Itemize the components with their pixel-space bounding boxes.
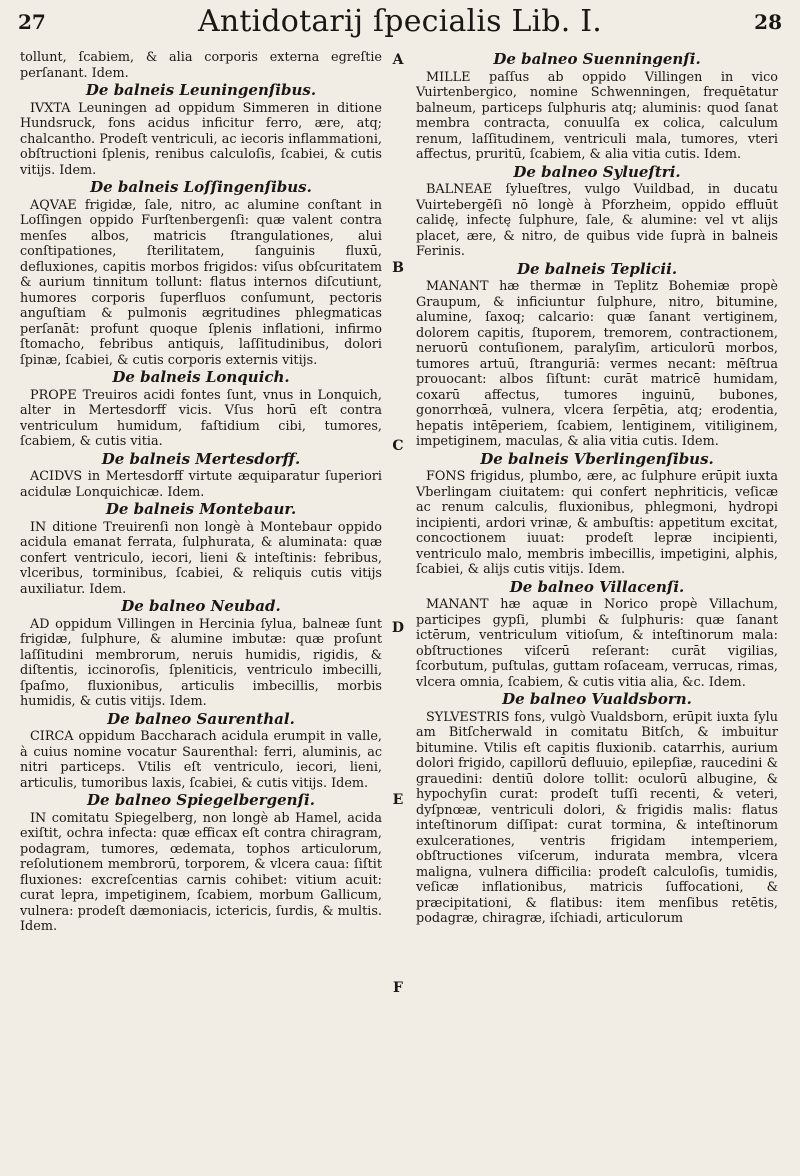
left-column [20,50,382,1170]
section-title: De balneis Mertesdorff. [101,449,301,468]
margin-letter: E [392,792,404,808]
paragraph: CIRCA oppidum Baccharach acidula erumpit in valle, à cuius nomine vocatur Saurenthal: ferri, aluminis, ac nitri particeps. Vtilis eſt ventriculo, iecori, lieni, articulis, tumoribus laxis, ſcabiei, & cutis vitijs. Idem. [20,729,382,791]
page-number-left: 27 [18,10,46,34]
paragraph: IN ditione Treuirenſi non longè à Montebaur oppido acidula emanat ferrata, ſulphurata, & aluminata: quæ confert ventriculo, iecori, lieni & inteſtinis: febribus, vlceribus, torminibus, ſcabiei, & reliquis cutis vitijs auxiliatur. Idem. [20,519,382,597]
section-title: De balneo Neubad. [121,597,281,615]
paragraph: AD oppidum Villingen in Hercinia ſylua, balneæ ſunt frigidæ, ſulphure, & alumine imbutæ: quæ proſunt laſſitudini membrorum, neruis humidis, rigidis, & diſtentis, iccinoroſis, ſpleniticis, ventriculo imbecilli, ſpaſmo, fluxionibus, articulis imbecillis, morbis humidis, & cutis vitijs. Idem. [20,616,382,709]
margin-letter: D [391,620,405,636]
paragraph: AQVAE frigidæ, ſale, nitro, ac alumine conſtant in Loſſingen oppido Furſtenbergenſi: quæ valent contra menſes albos, matricis ſtrangulationes, alui conſtipationes, ſterilitatem, ſanguinis fluxū, defluxiones, capitis morbos frigidos: viſus obſcuritatem & aurium tinnitum tollunt: flatus internos diſcutiunt, humores corporis ſuperfluos conſumunt, pectoris anguſtiam & pulmonis ægritudines phlegmaticas perſanāt: profunt quoque ſplenis inflationi, infirmo ſtomacho, febribus antiquis, laſſitudinibus, dolori ſpinæ, ſcabiei, & cutis corporis externis vitijs. [20,197,382,368]
section-title: De balneo Saurenthal. [107,709,295,728]
paragraph: ACIDVS in Mertesdorff virtute æquiparatur ſuperiori acidulæ Lonquichicæ. Idem. [20,469,382,500]
margin-letter: F [393,980,403,996]
section-title: De balneo Suenningenſi. [493,50,701,68]
running-title: Antidotarij ſpecialis Lib. I. [197,4,603,39]
paragraph: MANANT hæ thermæ in Teplitz Bohemiæ propè Graupum, & inficiuntur ſulphure, nitro, bitumine, alumine, ſaxoq; calcario: quæ ſanant vertiginem, dolorem capitis, ſtuporem, tremorem, contractionem, neruorū contuſionem, paralyſim, articulorū morbos, tumores artuū, ſtranguriā: vermes necant: mēſtrua prouocant: albos ſiſtunt: curāt matricē humidam, coxarū affectus, tumores inguinū, bubones, gonorrhœā, vulnera, vlcera ſerpētia, atq; erodentia, hepatis intēperiem, ſcabiem, lentiginem, vitiliginem, impetiginem, maculas, & alia vitia cutis. Idem. [416,279,778,449]
page-number-right: 28 [754,10,782,34]
paragraph: PROPE Treuiros acidi fontes ſunt, vnus in Lonquich, alter in Mertesdorff vicis. Vſus horū eſt contra ventriculum humidum, faſtidium cibi, tumores, ſcabiem, & cutis vitia. [20,387,382,449]
section-title: De balneis Loſſingenſibus. [90,178,312,196]
paragraph: BALNEAE ſylueſtres, vulgo Vuildbad, in ducatu Vuirtebergēſi nō longè à Pforzheim, oppido effluūt calidę, infectę ſulphure, ſale, & alumine: vel vt alijs placet, ære, & nitro, de quibus vide ſuprà in balneis Ferinis. [416,182,778,259]
paragraph: IN comitatu Spiegelberg, non longè ab Hamel, acida exiſtit, ochra infecta: quæ efficax eſt contra chiragram, podagram, tumores, œdemata, tophos articulorum, reſolutionem membrorū, torporem, & vlcera caua: ſiſtit fluxiones: excreſcentias carnis cohibet: vitium acuit: curat lepra, impetiginem, ſcabiem, morbum Gallicum, vulnera: prodeſt dæmoniacis, ictericis, ſurdis, & multis. Idem. [20,810,382,934]
section-title: De balneis Lonquich. [112,368,290,386]
section-title: De balneis Leuningenſibus. [85,81,317,99]
margin-letter: C [392,438,404,454]
section-title: De balneis Montebaur. [105,500,297,518]
margin-letter: B [392,260,404,276]
paragraph: MILLE paſſus ab oppido Villingen in vico Vuirtenbergico, nomine Schwenningen, frequētatur balneum, particeps ſulphuris atq; aluminis: quod ſanat membra contracta, conuulſa ex colica, calculum renum, laſſitudinem, ventriculi mala, tumores, vteri affectus, pruritū, ſcabiem, & alia vitia cutis. Idem. [416,69,778,162]
right-column [416,50,778,1170]
section-title: De balneis Vberlingenſibus. [480,449,714,468]
section-title: De balneis Teplicii. [516,259,678,278]
paragraph: MANANT hæ aquæ in Norico propè Villachum, participes gypſi, plumbi & ſulphuris: quæ ſanant ictērum, ventriculum vitioſum, & inteſtinorum mala: obſtructiones viſcerū reſerant: curāt vigilias, ſcorbutum, puſtulas, guttam roſaceam, verrucas, rimas, vlcera omnia, ſcabiem, & cutis vitia alia, &c. Idem. [416,597,778,690]
section-title: De balneo Spiegelbergenſi. [87,791,315,809]
section-title: De balneo Vualdsborn. [502,690,692,708]
margin-letter: A [392,52,404,68]
page-header [18,4,782,44]
section-title: De balneo Villacenſi. [509,577,685,596]
paragraph: SYLVESTRIS fons, vulgò Vualdsborn, erūpit iuxta ſylu am Bitſcherwald in comitatu Bitſch, & imbuitur bitumine. Vtilis eſt capitis fluxionib. catarrhis, aurium dolori frigido, capillorū defluuio, epilepſiæ, raucedini & grauedini: dentiū dolore tollit: oculorū albugine, & hypochyſin curat: prodeſt tuſſi recenti, & veteri, dyſpnœæ, ventriculi dolori, & frigidis malis: flatus inteſtinorum diſſipat: curat tormina, & inteſtinorum exulcerationes, ventris frigidam intemperiem, obſtructiones viſcerum, indurata membra, vlcera maligna, vulnera difficilia: prodeſt calculoſis, tumidis, veſicæ inflationibus, matricis ſuffocationi, & præcipitationi, & flatibus: item menſibus retētis, podagræ, chiragræ, iſchiadi, articulorum [416,709,778,926]
paragraph: FONS frigidus, plumbo, ære, ac ſulphure erūpit iuxta Vberlingam ciuitatem: qui confert nephriticis, veſicæ ac renum calculis, fluxionibus, phlegmoni, hydropi incipienti, ardori vrinæ, & ambuſtis: appetitum excitat, concoctionem iuuat: prodeſt lepræ incipienti, ventriculo malo, membris imbecillis, impetigini, alphis, ſcabiei, & alijs cutis vitijs. Idem. [416,469,778,577]
section-title: De balneo Sylueſtri. [513,162,681,181]
paragraph: tollunt, ſcabiem, & alia corporis externa egreſtie perſanant. Idem. [20,50,382,81]
paragraph: IVXTA Leuningen ad oppidum Simmeren in ditione Hundsruck, fons acidus inficitur ferro, ære, atq; chalcantho. Prodeſt ventriculi, ac iecoris inflammationi, obſtructioni ſplenis, renibus calculoſis, ſcabiei, & cutis vitijs. Idem. [20,100,382,178]
